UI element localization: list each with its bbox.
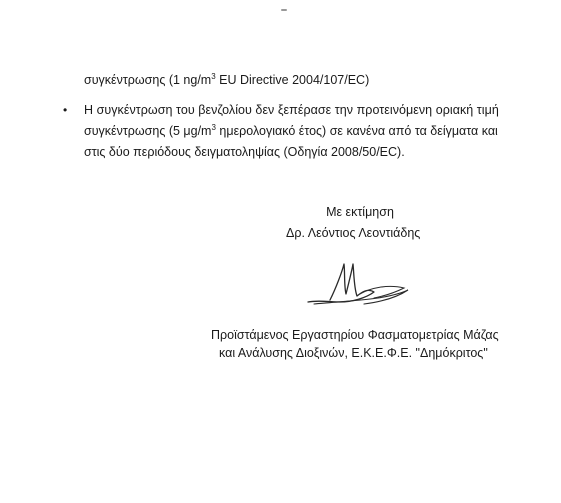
superscript: 3 bbox=[211, 122, 216, 132]
text-run: συγκέντρωσης (5 μg/m bbox=[84, 124, 212, 138]
superscript: 3 bbox=[211, 71, 216, 81]
handwritten-signature bbox=[300, 258, 420, 318]
signer-name: Δρ. Λεόντιος Λεοντιάδης bbox=[286, 226, 421, 240]
closing-salutation: Με εκτίμηση bbox=[326, 205, 394, 219]
paragraph1-line1 bbox=[84, 72, 369, 88]
scan-speck bbox=[281, 9, 287, 11]
text-run: συγκέντρωσης (1 ng/m bbox=[84, 73, 212, 87]
bullet-marker: • bbox=[63, 103, 68, 117]
paragraph2-line1: Η συγκέντρωση του βενζολίου δεν ξεπέρασε την προτεινόμενη οριακή τιμή bbox=[84, 103, 499, 117]
text-run: ημερολογιακό έτος) σε κανένα από τα δείγματα και bbox=[215, 124, 498, 138]
text-run: EU Directive 2004/107/EC) bbox=[215, 73, 370, 87]
paragraph2-line3: στις δύο περιόδους δειγματοληψίας (Οδηγία 2008/50/EC). bbox=[84, 145, 405, 159]
title-line2: και Ανάλυσης Διοξινών, Ε.Κ.Ε.Φ.Ε. "Δημόκριτος" bbox=[219, 346, 488, 360]
title-line1: Προϊστάμενος Εργαστηρίου Φασματομετρίας Μάζας bbox=[211, 328, 499, 342]
paragraph2-line2 bbox=[84, 123, 498, 139]
